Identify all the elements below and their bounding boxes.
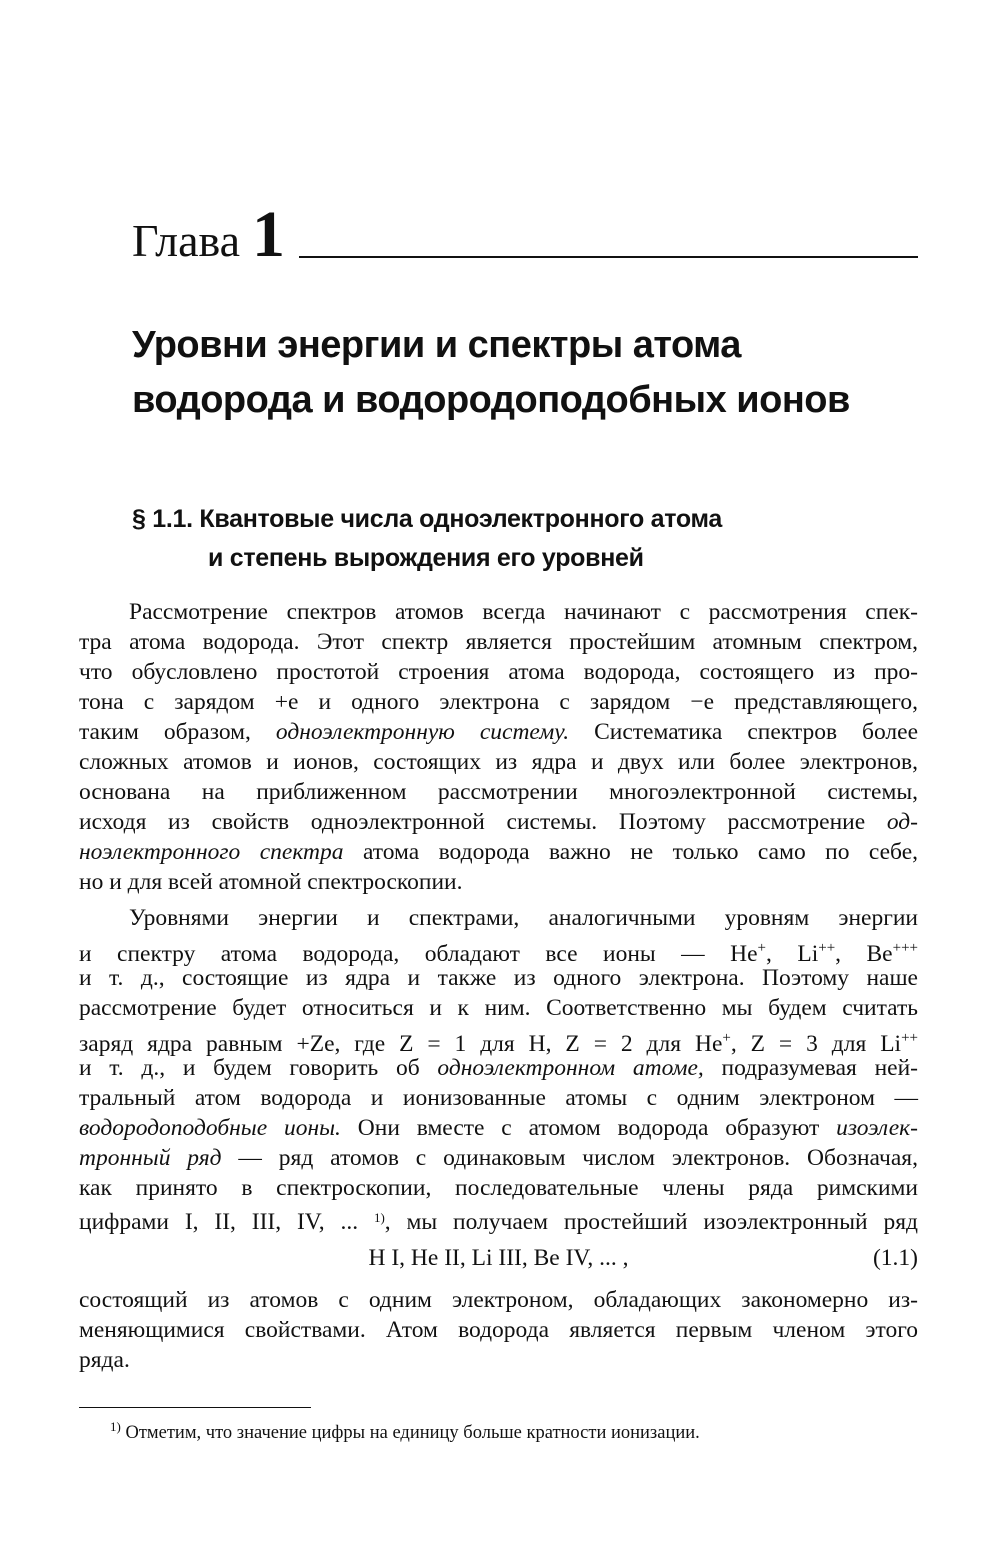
text-span: атома водорода важно не только само по себе, (343, 839, 919, 865)
paragraph-3 (79, 1285, 918, 1375)
chapter-label: Глава (132, 215, 241, 267)
text-line: что обусловлено простотой строения атома водорода, состоящего из про- (79, 659, 918, 685)
text-line: ряда. (79, 1347, 130, 1373)
text-line (79, 1203, 918, 1233)
text-line (79, 1023, 919, 1057)
text-line: как принято в спектроскопии, последовательные члены ряда римскими (79, 1175, 918, 1201)
chapter-heading (132, 198, 918, 271)
text-line: но и для всей атомной спектроскопии. (79, 869, 463, 895)
ion-charge: + (722, 1030, 731, 1046)
text-span: , мы получаем простейший изоэлектронный ряд (384, 1209, 918, 1235)
section-heading-line-2: и степень вырождения его уровней (208, 544, 644, 572)
footnote (110, 1414, 918, 1446)
paragraph-2 (79, 903, 918, 1233)
text-span: , Z = 3 для Li (730, 1031, 902, 1057)
chapter-rule (299, 256, 918, 258)
chapter-number: 1 (252, 198, 286, 271)
text-line: сложных атомов и ионов, состоящих из ядра и двух или более электронов, (79, 749, 918, 775)
footnote-text: Отметим, что значение цифры на единицу больше кратности ионизации. (125, 1423, 700, 1443)
emphasis: одноэлектронном атоме, (437, 1055, 704, 1081)
footnote-ref[interactable]: 1) (373, 1210, 385, 1225)
ion-charge: + (757, 940, 766, 956)
ion-charge: ++ (901, 1030, 919, 1046)
text-line (79, 1143, 918, 1173)
footnote-marker: 1) (110, 1419, 121, 1434)
paragraph-1 (79, 597, 918, 897)
text-line (79, 837, 918, 867)
text-line (79, 933, 918, 967)
chapter-title (132, 318, 918, 428)
text-line (79, 717, 918, 747)
text-line: тона с зарядом +e и одного электрона с зарядом −e представляющего, (79, 689, 918, 715)
text-line: тральный атом водорода и ионизованные атомы с одним электроном — (79, 1085, 918, 1111)
text-span: заряд ядра равным +Ze, где Z = 1 для H, Z = 2 для He (79, 1031, 723, 1057)
text-line (79, 807, 918, 837)
text-span: и т. д., и будем говорить об (79, 1055, 438, 1081)
text-span: исходя из свойств одноэлектронной системы. Поэтому рассмотрение (79, 809, 887, 835)
text-line: состоящий из атомов с одним электроном, обладающих закономерно из- (79, 1287, 918, 1313)
text-line: и т. д., состоящие из ядра и также из одного электрона. Поэтому наше (79, 965, 918, 991)
footnote-rule (79, 1407, 311, 1408)
text-span: , Li (766, 941, 819, 967)
equation-number: (1.1) (872, 1245, 918, 1271)
text-line: рассмотрение будет относиться и к ним. Соответственно мы будем считать (79, 995, 918, 1021)
section-heading-line-1: § 1.1. Квантовые числа одноэлектронного атома (132, 505, 722, 533)
equation-1-1 (79, 1237, 918, 1279)
text-span: Систематика спектров более (569, 719, 919, 745)
text-span: цифрами I, II, III, IV, ... (79, 1209, 374, 1235)
text-span: таким образом, (79, 719, 276, 745)
text-line: меняющимися свойствами. Атом водорода является первым членом этого (79, 1317, 918, 1343)
equation-body: H I, He II, Li III, Be IV, ... , (368, 1245, 629, 1271)
ion-charge: ++ (818, 940, 836, 956)
text-span: и спектру атома водорода, обладают все ионы — He (79, 941, 758, 967)
chapter-title-line-1: Уровни энергии и спектры атома (132, 324, 741, 366)
text-line: Рассмотрение спектров атомов всегда начинают с рассмотрения спек- (129, 599, 918, 625)
section-heading (132, 500, 918, 578)
text-span: Они вместе с атомом водорода образуют (340, 1115, 837, 1141)
body-text (79, 597, 918, 1375)
emphasis: водородоподобные ионы. (79, 1115, 341, 1141)
ion-charge: +++ (892, 940, 918, 956)
text-span: , Be (835, 941, 893, 967)
text-line: тра атома водорода. Этот спектр является простейшим атомным спектром, (79, 629, 918, 655)
text-line (79, 1053, 918, 1083)
text-span: — ряд атомов с одинаковым числом электронов. Обозначая, (221, 1145, 918, 1171)
emphasis: тронный ряд (79, 1145, 222, 1171)
emphasis: изоэлек- (836, 1115, 918, 1141)
chapter-title-line-2: водорода и водородоподобных ионов (132, 379, 850, 421)
text-line (79, 1113, 918, 1143)
emphasis: одноэлектронную систему. (275, 719, 570, 745)
text-line: Уровнями энергии и спектрами, аналогичными уровням энергии (129, 905, 918, 931)
text-line: основана на приближенном рассмотрении многоэлектронной системы, (79, 779, 918, 805)
emphasis: од- (886, 809, 918, 835)
text-span: подразумевая ней- (703, 1055, 918, 1081)
emphasis: ноэлектронного спектра (79, 839, 344, 865)
